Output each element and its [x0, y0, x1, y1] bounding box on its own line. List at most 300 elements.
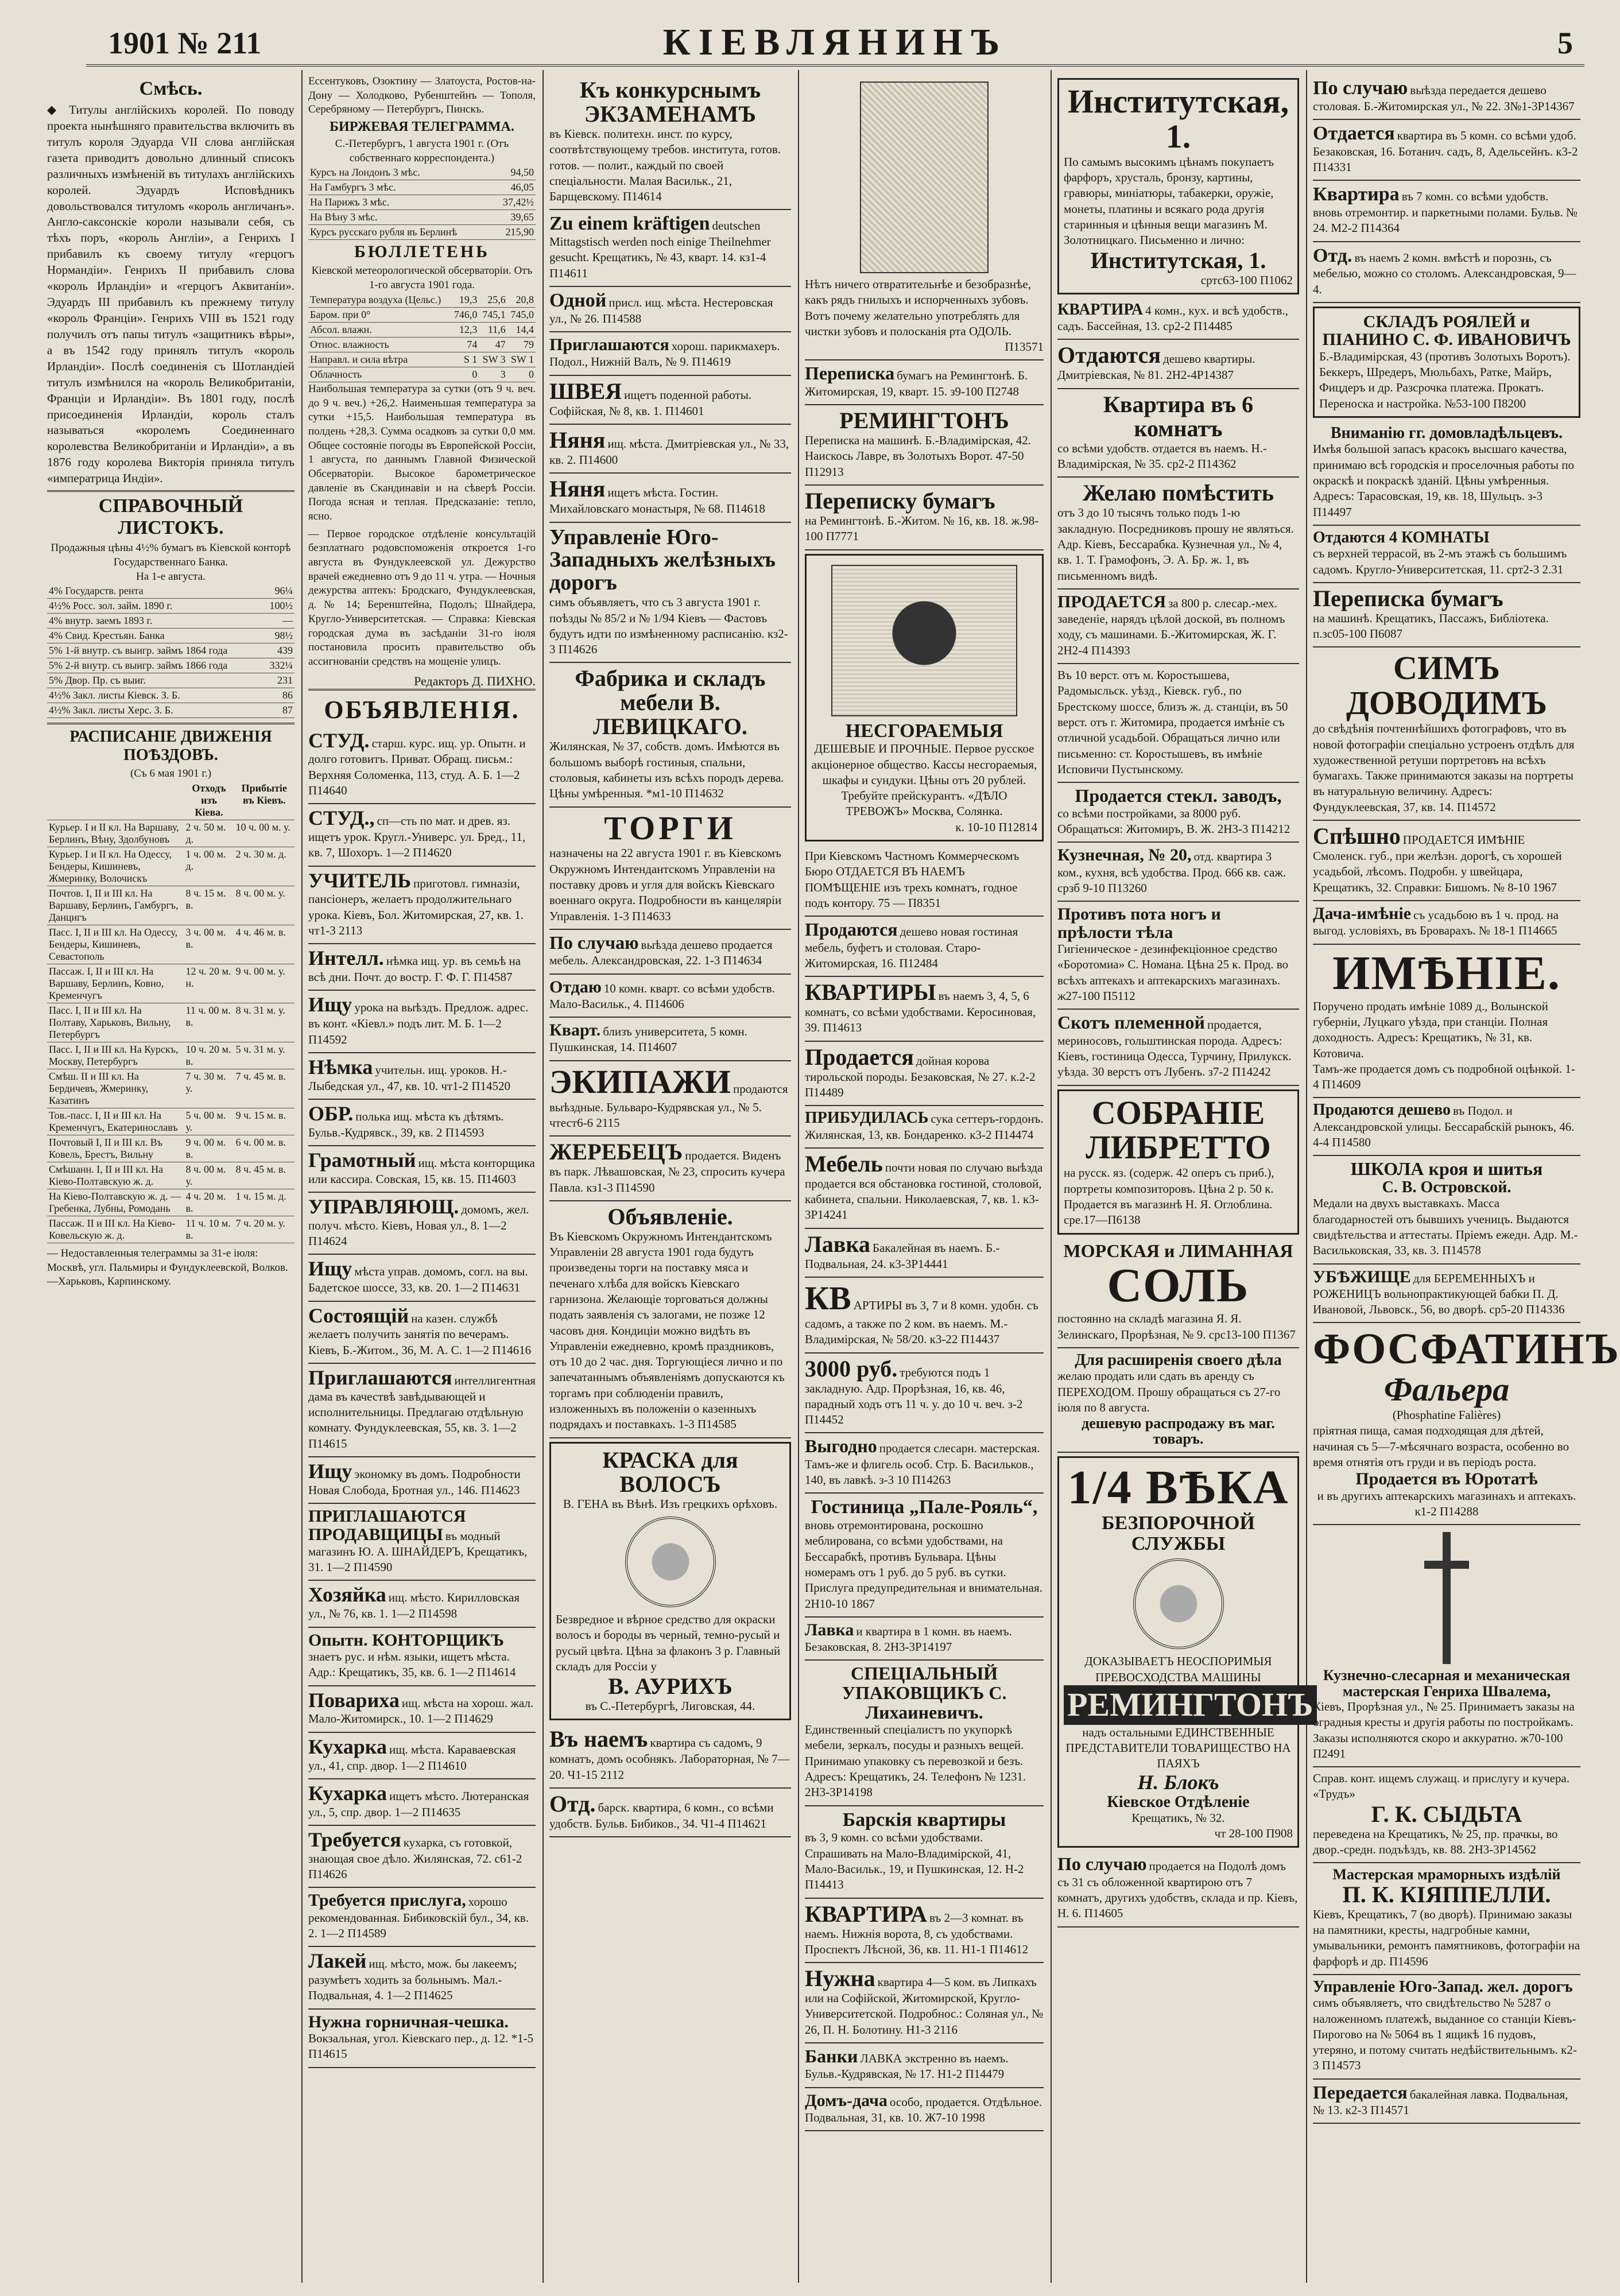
bond-name: 4½% Росс. зол. займ. 1890 г.	[47, 599, 263, 614]
ad-body: ищ. мѣсто. Кирилловская ул., № 76, кв. 1. 1—2 П14598	[308, 1591, 520, 1621]
train-name: Тов.-пасс. I, II и III кл. На Кременчугъ, Екатеринославъ	[47, 1108, 184, 1135]
article-titles: ◆ Титулы англійскихъ королей. По поводу проекта нынѣшняго правительства включить въ титулъ короля Эдуарда VII слова англійская газета приводитъ довольно длинный списокъ различныхъ измѣненій въ титулахъ англійскихъ королей. Эдуардъ Исповѣдникъ довольствовался титуломъ «король англичанъ». Англо-саксонскіе короли называли себя, съ тѣхъ поръ, «король Англіи», а Генрихъ I прибавилъ къ своему титулу «герцогъ Нормандіи». Генрихъ II прибавилъ слова «король Ирландіи» и «герцогъ Аквитаніи». Эдуардъ III прибавилъ къ прежнему титулу «король Франціи». Генрихъ VIII въ 1521 году получилъ отъ папы титулъ «защитникъ вѣры», а въ 1542 году принялъ титулъ «король Ирландіи». Послѣ соединенія съ Шотландіей титулъ измѣнился на «король Великобританіи, Франціи и Ирландіи». Въ 1801 году, послѣ присоединенія Ирландіи, король сталъ называться «королемъ Соединеннаго королевства Великобританіи и Ирландіи», а въ 1876 году королева Викторія приняла титулъ «императрица Индіи».	[47, 103, 294, 486]
ad-dining-room	[1313, 75, 1580, 120]
ad-lost-dog	[805, 1106, 1044, 1149]
ad-body: до свѣдѣнія почтеннѣйшихъ фотографовъ, что въ новой фотографіи спеціально устроенъ отдѣлъ для художественной ретуши портретовъ на всѣхъ бумагахъ. Также принимаются заказы на портреты въ натуральную величину. Адресъ: Фундуклеевская, 37, кв. 14. П14572	[1313, 722, 1575, 814]
ad-headline: Противъ пота ногъ и прѣлости тѣла	[1057, 905, 1221, 942]
ad-school-owner: С. В. Островской.	[1382, 1178, 1512, 1196]
ad-body: въ 2—3 комнат. въ наемъ. Нижнія ворота, 8, съ удобствами. Проспектъ Лѣсной, 36, кв. 11. Н1-1 П14612	[805, 1910, 1029, 1956]
ad-body: присл. ищ. мѣста. Нестеровская ул., № 26. П14588	[549, 296, 773, 325]
weather-value: 3	[479, 367, 507, 382]
train-arrival: 2 ч. 30 м. д.	[234, 847, 294, 886]
ad-subtitle: В. ГЕНА въ Вѣнѣ. Изъ грецкихъ орѣховъ.	[563, 1496, 778, 1511]
ad-body: квартира въ 5 комн. со всѣми удоб. Безаковская, 16. Ботанич. садъ, 8, Адельсейнъ. к3-2 П14331	[1313, 128, 1578, 174]
ad-body: назначены на 22 августа 1901 г. въ Кіевскомъ Окружномъ Интендантскомъ Управленіи на поставку дровъ и угля для войскъ Кіевскаго военнаго округа. Подробности въ канцеляріи Управленія. 1-3 П14633	[549, 846, 782, 923]
ad-nanny-2	[549, 474, 791, 522]
ad-footer: Продается въ Юротатѣ	[1355, 1469, 1538, 1489]
ad-headline: Кузнечно-слесарная и механическая мастерская Генриха Швалема,	[1323, 1667, 1571, 1700]
ad-apartment-3	[549, 1789, 791, 1837]
train-arrival: 7 ч. 45 м. в.	[234, 1069, 294, 1108]
ad-body: съ усадьбою въ 1 ч. прод. на выгод. условіяхъ, въ Броварахъ. № 18-1 П14665	[1313, 907, 1559, 938]
ad-apartments	[805, 977, 1044, 1042]
ad-body: со всѣми постройками, за 8000 руб. Обращаться: Житомиръ, В. Ж. 2Н3-3 П14212	[1057, 806, 1290, 836]
ad-body: въ наемъ 2 комн. вмѣстѣ и порознь, съ мебелью, можно со столомъ. Александровская, 9—4.	[1313, 250, 1576, 296]
ad-apartment-2	[549, 1018, 791, 1061]
ad-headline: СТУД.,	[308, 806, 375, 830]
ad-headline: Нужна	[805, 1965, 875, 1992]
ad-dacha	[805, 2088, 1044, 2132]
ad-body: Кіевъ, Прорѣзная ул., № 25. Принимаетъ заказы на оградныя кресты и другія работы по постройкамъ. Заказы исполняются скоро и аккуратно. ж70-100 П2491	[1313, 1700, 1575, 1760]
ad-brand-name: РЕМИНГТОНЪ	[1064, 1685, 1317, 1725]
train-arrival: 1 ч. 15 м. д.	[234, 1189, 294, 1216]
train-row	[47, 1042, 294, 1069]
train-name: Смѣш. II и III кл. На Бердичевъ, Жмеринку, Казатинъ	[47, 1069, 184, 1108]
ad-body: на машинѣ. Крещатикъ, Пассажъ, Библіотека. п.зс05-100 П6087	[1313, 611, 1549, 641]
section-title-ads: ОБЪЯВЛЕНІЯ.	[324, 695, 520, 724]
bond-row	[47, 584, 294, 599]
ad-headline: СОБРАНІЕ ЛИБРЕТТО	[1086, 1093, 1271, 1166]
classified-ad	[308, 1826, 536, 1888]
ad-body-2: переведена на Крещатикъ, № 25, пр. прачкы, во двор.-средн. подъѣздъ, кв. 88. 2Н3-3Р14562	[1313, 1826, 1558, 1857]
rate-name: На Гамбургъ 3 мѣс.	[308, 180, 493, 195]
ad-big-word: СОЛЬ	[1107, 1259, 1250, 1313]
bond-value: 231	[263, 673, 294, 688]
ad-headline: СПЕЦІАЛЬНЫЙ УПАКОВЩИКЪ С. Лихаиневичъ.	[842, 1663, 1007, 1723]
bond-name: 4% Государств. рента	[47, 584, 263, 599]
train-row	[47, 925, 294, 964]
ad-body: ищ. мѣста. Караваевская ул., 41, спр. двор. 1—2 П14610	[308, 1742, 516, 1773]
ad-address: Крещатикъ, № 32.	[1131, 1810, 1225, 1825]
ad-body: продаются выѣздные. Бульваро-Кудрявская ул., № 5. чтест6-6 2115	[549, 1081, 788, 1130]
ad-headline: Переписку бумагъ	[805, 487, 995, 514]
ad-headline: ПРОДАЕТСЯ	[1057, 592, 1166, 611]
ad-body: Справ. конт. ищемъ служащ. и прислугу и кучера. «Трудъ»	[1313, 1771, 1570, 1801]
ad-grocery-transfer	[1313, 2080, 1580, 2124]
bond-value: 98½	[263, 629, 294, 643]
classified-ad	[308, 1193, 536, 1255]
ad-metal-workshop	[1313, 1525, 1580, 1767]
ad-body: отд. квартира 3 ком., кухня, всѣ удобства. Прод. 666 кв. саж. срзб 9-10 П13260	[1057, 850, 1286, 895]
ad-workshop-sale	[1057, 589, 1299, 664]
classified-ad	[308, 727, 536, 805]
ad-apartment	[549, 975, 791, 1018]
train-name: Пассаж. II и III кл. На Кіево-Ковельскую ж. д.	[47, 1216, 184, 1243]
ad-body: барск. квартира, 6 комн., со всѣми удобств. Бульв. Бибиков., 34. Ч1-4 П14621	[549, 1801, 774, 1831]
ad-headline: СИМЪ ДОВОДИМЪ	[1346, 649, 1548, 722]
ad-headline: Объявленіе.	[607, 1203, 733, 1230]
ad-barber	[549, 332, 791, 376]
weather-row	[308, 367, 536, 382]
weather-value: 746,0	[451, 307, 479, 322]
ad-body: симъ объявляетъ, что свидѣтельство № 5287 о наложенномъ платежѣ, выданное со станціи Кіевъ-Пирогово на № 5064 въ 1 ящикѣ 16 пудовъ, утеряно, и потому считать недѣйствительнымъ. к2-3 П14573	[1313, 1996, 1577, 2073]
ad-body: 10 комн. кварт. со всѣми удобств. Мало-Васильк., 4. П14606	[549, 981, 775, 1011]
ad-headline: Переписка	[805, 363, 895, 384]
weather-value: 20,8	[507, 293, 536, 308]
ad-body: квартира 4—5 ком. въ Липкахъ или на Софійской, Житомирской, Кругло-Университетской. Подробнос.: Соляная ул., № 26, П. Н. Болотину. Н1-3 2116	[805, 1975, 1044, 2037]
train-departure: 2 ч. 50 м. д.	[184, 820, 234, 847]
train-departure: 9 ч. 00 м. в.	[184, 1135, 234, 1162]
rooster-trademark-illustration	[831, 565, 1017, 716]
classified-ad	[308, 1628, 536, 1686]
rate-row	[308, 180, 536, 195]
ad-body: Переписка на машинѣ. Б.-Владимірская, 42. Наискось Лавре, въ Золотыхъ Ворот. 47-50 П12913	[805, 433, 1031, 479]
ad-fireproof-safes	[805, 554, 1044, 841]
classified-ad	[308, 991, 536, 1053]
ad-headline: Приглашаются	[549, 335, 669, 355]
ad-maid	[549, 287, 791, 332]
ad-body: АРТИРЫ въ 3, 7 и 8 комн. удобн. съ садомъ, а также по 2 ком. въ наемъ. М.-Владимірская, № 58/20. к3-22 П14437	[805, 1298, 1038, 1347]
ad-body: дешево новая гостиная мебель, буфетъ и столовая. Старо-Житомирская, 16. П12484	[805, 925, 1018, 970]
ad-antiperspirant	[1057, 902, 1299, 1010]
ad-body: экономку въ домъ. Подробности Новая Слобода, Бротная ул., 146. П14623	[308, 1467, 521, 1497]
ad-headline: Приглашаются	[308, 1366, 452, 1389]
ad-piano-store	[1313, 307, 1580, 418]
bond-name: 5% 1-й внутр. съ выигр. займъ 1864 года	[47, 643, 263, 658]
ad-headline: Опытн. КОНТОРЩИКЪ	[308, 1630, 505, 1650]
ad-body: сп—сть по мат. и древ. яз. ищетъ урок. Кругл.-Универс. ул. Бред., 11, кв. 7, Шохоръ. 1—2 П14620	[308, 814, 526, 860]
ad-code: сртс63-100 П1062	[1200, 273, 1293, 287]
ad-body: учительн. ищ. уроков. Н.-Лыбедская ул., 47, кв. 10. чт1-2 П14520	[308, 1062, 510, 1093]
classified-ads-list	[308, 727, 536, 2068]
ad-grocery-shop	[805, 1229, 1044, 1278]
train-arrival: 7 ч. 20 м. у.	[234, 1216, 294, 1243]
ad-odol	[805, 75, 1044, 360]
ad-headline: Лакей	[308, 1949, 367, 1973]
ad-headline: Лавка	[805, 1620, 854, 1639]
trains-head-departure: Отходъ изъ Кіева.	[184, 781, 234, 820]
ad-headline: Квартира	[1313, 184, 1400, 205]
ad-body: въ Подол. и Александровской улицы. Бессарабскій рынокъ, 46. 4-4 П14580	[1313, 1104, 1575, 1150]
ad-headline: Одной	[549, 290, 607, 312]
rate-name: На Парижъ 3 мѣс.	[308, 195, 493, 210]
ad-body: продается, мериносовъ, гольштинская порода. Адресъ: Кіевъ, гостиница Одесса, Турчину, Прилукск. уѣзда. 30 верстъ отъ Лубенъ. з7-2 П14242	[1057, 1018, 1292, 1079]
ad-headline: СТУД.	[308, 728, 370, 752]
ad-body: требуются подъ 1 закладную. Адр. Прорѣзная, 16, кв. 46, парадный ходъ отъ 11 ч. у. до 10 ч. веч. з-2 П14452	[805, 1365, 1023, 1427]
ad-carriages	[549, 1061, 791, 1137]
ad-body: въ 7 комн. со всѣми удобств. вновь отремонтир. и паркетными полами. Бульв. № 24. М2-2 П14364	[1313, 189, 1578, 235]
ad-headline: Требуется прислуга,	[308, 1891, 466, 1910]
train-arrival: 10 ч. 00 м. у.	[234, 820, 294, 847]
ad-business-expansion	[1057, 1348, 1299, 1453]
ad-headline: Фабрика и складъ мебели В. ЛЕВИЦКАГО.	[575, 665, 766, 740]
ad-body: и квартира в 1 комн. въ наемъ. Безаковская, 8. 2Н3-3Р14197	[805, 1624, 1012, 1654]
ad-apartment-6	[1057, 389, 1299, 478]
rate-value: 94,50	[493, 165, 536, 180]
ad-headline: Институтская, 1.	[1067, 83, 1289, 155]
ad-body: 4 комн., кух. и всѣ удобств., садъ. Бассейная, 13. ср2-2 П14485	[1057, 303, 1288, 333]
ad-headline: Домъ-дача	[805, 2091, 887, 2110]
ad-furniture-cheap	[805, 917, 1044, 977]
weather-value: 79	[507, 337, 536, 352]
ad-headline: Барскія квартиры	[842, 1809, 1006, 1830]
ad-body: со всѣми удобств. отдается въ наемъ. Н.-Владимірская, № 35. ср2-2 П14362	[1057, 441, 1267, 471]
trains-head-arrival: Прибытіе въ Кіевъ.	[234, 781, 294, 820]
train-arrival: 9 ч. 15 м. в.	[234, 1108, 294, 1135]
ad-photo-retouch	[1313, 647, 1580, 821]
train-row	[47, 847, 294, 886]
weather-value: 0	[451, 367, 479, 382]
ad-headline: Ищу	[308, 1459, 352, 1483]
ad-headline: Zu einem kräftigen	[549, 213, 710, 235]
ad-headline: Кухарка	[308, 1781, 387, 1805]
ad-headline: ШВЕЯ	[549, 378, 622, 404]
ad-employment-office	[1313, 1767, 1580, 1863]
ad-headline: ПРИБУДИЛАСЬ	[805, 1109, 929, 1127]
ad-body: ищетъ мѣста. Гостин. Михайловскаго монастыря, № 68. П14618	[549, 486, 765, 516]
weather-row	[308, 293, 536, 308]
weather-value: 14,4	[507, 322, 536, 337]
train-arrival: 6 ч. 00 м. в.	[234, 1135, 294, 1162]
ad-cheap-sale	[1313, 1098, 1580, 1156]
train-name: Пасс. I, II и III кл. На Одессу, Бендеры, Кишиневъ, Севастополь	[47, 925, 184, 964]
train-row	[47, 1162, 294, 1189]
ad-headline: Передается	[1313, 2081, 1408, 2103]
ad-body: знаетъ рус. и нѣм. языки, ищетъ мѣста. Адр.: Крещатикъ, 35, кв. 6. 1—2 П14614	[308, 1650, 516, 1680]
ad-body: Вокзальная, угол. Кіевскаго пер., д. 12. *1-5 П14615	[308, 2031, 534, 2061]
rate-name: На Вѣну 3 мѣс.	[308, 210, 493, 225]
ad-owner-name: П. К. КІЯППЕЛЛИ.	[1342, 1881, 1551, 1907]
ad-body: Въ Кіевскомъ Окружномъ Интендантскомъ Управленіи 28 августа 1901 года будутъ произведены торги на поставку мяса и печенаго хлѣба для войскъ Кіевскаго гарнизона. Желающіе торговаться должны подать заявленія съ залогами, не позже 12 часовъ дня. Кондиціи можно видѣть въ Управленіи ежедневно, кромѣ праздниковъ, отъ 10 до 2 час. дня. Торгующіеся лично и по запечатаннымъ объявленіямъ допускаются къ торгамъ при соблюденіи правилъ, изложенныхъ въ положеніи о казенныхъ подрядахъ и поставкахъ. 1-3 П14585	[549, 1229, 785, 1432]
classified-ad	[308, 1100, 536, 1146]
ad-headline: Отд.	[549, 1791, 596, 1817]
ad-office-rent	[805, 845, 1044, 917]
ad-body: вновь отремонтирована, роскошно меблирована, со всѣми удобствами, на Бессарабкѣ, противъ Бульвара. Цѣны номерамъ отъ 1 руб. до 5 руб. въ сутки. Прислуга предупредительная и внимательная. 2Н10-10 1867	[805, 1518, 1042, 1611]
ad-body: пріятная пища, самая подходящая для дѣтей, начиная съ 5—7-мѣсячнаго возраста, особенно во время отнятія отъ груди и въ періодъ роста.	[1313, 1424, 1569, 1469]
ad-apartment-7	[1313, 181, 1580, 242]
ad-headline: Состоящій	[308, 1304, 409, 1327]
ad-cow	[805, 1042, 1044, 1107]
column-2	[301, 70, 542, 2283]
train-departure: 1 ч. 00 м. д.	[184, 847, 234, 886]
weather-param: Температура воздуха (Цельс.)	[308, 293, 451, 308]
ad-exams	[549, 75, 791, 210]
ad-estate	[1057, 664, 1299, 783]
ad-loan	[805, 1353, 1044, 1434]
bond-rates-table	[47, 584, 294, 718]
ad-hotel	[805, 1494, 1044, 1617]
ad-headline: ФОСФАТИНЪ	[1313, 1325, 1620, 1374]
ad-headline: КВАРТИРА	[1057, 300, 1144, 319]
weather-value: 11,6	[479, 322, 507, 337]
rate-row	[308, 225, 536, 240]
ad-body: Единственный спеціалистъ по укупоркѣ мебели, зеркалъ, посуды и разныхъ вещей. Принимаю упаковку съ перевозкой и безъ. Адресъ: Крещатикъ, 24. Телефонъ № 1231. 2Н3-3Р14198	[805, 1723, 1026, 1799]
classified-ad	[308, 1581, 536, 1627]
header-rule	[86, 64, 1584, 67]
ad-headline: КВ	[805, 1279, 851, 1317]
weather-value: 74	[451, 337, 479, 352]
ad-headline: УЧИТЕЛЬ	[308, 868, 412, 892]
hair-dye-bottle-illustration	[625, 1517, 716, 1607]
ad-headline: Скотъ племенной	[1057, 1012, 1205, 1033]
ad-code: чт 28-100 П908	[1214, 1826, 1293, 1841]
weather-report: Наибольшая температура за сутки (отъ 9 ч. веч. до 9 ч. веч.) +26,2. Наименьшая температура за сутки +15,5. Наибольшая температура въ полдень +28,3. Сумма осадковъ за сутки 0,0 мм. Общее состояніе погоды въ Европейской Россіи, 1 августа, по даннымъ Главной Физической Обсерваторіи. Высокое барометрическое давленіе въ Скандинавіи и на сѣверѣ Россіи. Погода ясная и теплая. Предсказаніе: тепло, ясно.	[308, 382, 536, 522]
ad-headline: Вниманію гг. домовладѣльцевъ.	[1330, 424, 1563, 443]
exchange-rates-table	[308, 165, 536, 240]
bond-row	[47, 643, 294, 658]
train-departure: 7 ч. 30 м. у.	[184, 1069, 234, 1108]
bank-rates-subtitle: Продажныя цѣны 4½% бумагъ въ Кіевской конторѣ Государственнаго Банка.	[51, 542, 291, 568]
train-name: Почтов. I, II и III кл. На Варшаву, Берлинъ, Гамбургъ, Данцигъ	[47, 886, 184, 925]
ad-footer: дешевую распродажу въ маг. товаръ.	[1082, 1415, 1275, 1448]
ad-headline: МОРСКАЯ и ЛИМАННАЯ	[1063, 1240, 1293, 1261]
ad-latin-name: (Phosphatine Falières)	[1392, 1408, 1501, 1422]
ad-body: кухарка, съ готовкой, знающая свое дѣло. Жилянская, 72. с61-2 П14626	[308, 1835, 522, 1881]
bond-row	[47, 614, 294, 629]
ad-headline: Переписка бумагъ	[1313, 585, 1503, 611]
rate-value: 37,42½	[493, 195, 536, 210]
ad-body: Въ 10 верст. отъ м. Коростышева, Радомысльск. уѣзд., Кіевск. губ., по Брестскому шоссе, близъ ж. д. станціи, въ 50 верст. отъ г. Житомира, продается имѣніе съ отличной усадьбой. Обращаться лично или письменно: ст. Коростышевъ, въ имѣніе Исповичи Пустынскому.	[1057, 668, 1288, 776]
ad-headline: Требуется	[308, 1828, 401, 1851]
bond-row	[47, 599, 294, 614]
ad-body: По самымъ высокимъ цѣнамъ покупаетъ фарфоръ, хрусталь, бронзу, картины, гравюры, миніатюры, табакерки, оружіе, монеты, платины и всякаго рода другія старинныя и цѣнныя вещи магазинъ М. Золотницкаго. Письменно и лично:	[1064, 154, 1274, 247]
ad-railway-notice	[549, 523, 791, 664]
column-5	[1051, 70, 1313, 2283]
ad-seamstress	[549, 376, 791, 425]
weather-value: SW 1	[507, 352, 536, 367]
telegram-note: — Недоставленныя телеграммы за 31-е іюля: Москвѣ, угл. Пальмиры и Фундуклеевской, Волков.—Харьковъ, Карпинскому.	[47, 1247, 288, 1288]
birzha-subtitle: С.-Петербургъ, 1 августа 1901 г. (Отъ собственнаго корреспондента.)	[335, 138, 509, 164]
classified-ad	[308, 1947, 536, 2009]
ad-headline: Интелл.	[308, 947, 384, 970]
ad-estate-urgent	[1313, 821, 1580, 901]
bond-row	[47, 688, 294, 703]
ad-headline: Дача-имѣніе	[1313, 903, 1412, 923]
ad-apartment-small	[805, 1899, 1044, 1964]
ad-body: симъ объявляетъ, что съ 3 августа 1901 г. поѣзды № 85/2 и № 1/94 Кіевъ — Фастовъ будутъ идти по измѣненному расписанію. кз2-3 П14626	[549, 595, 788, 657]
ad-body: выѣзда передается дешево столовая. Б.-Житомирская ул., № 22. З№1-3Р14367	[1313, 83, 1575, 113]
ad-body: дойная корова тирольской породы. Безаковская, № 27. к.2-2 П14489	[805, 1053, 1036, 1099]
ad-dealer-address: въ С.-Петербургѣ, Лиговская, 44.	[585, 1699, 755, 1713]
column-4	[798, 70, 1051, 2283]
ad-headline: ЖЕРЕБЕЦЪ	[549, 1139, 683, 1165]
bond-value: 86	[263, 688, 294, 703]
ad-headline: КВАРТИРЫ	[805, 979, 936, 1006]
ad-body: хорош. парикмахеръ. Подол., Нижній Валъ, № 9. П14619	[549, 339, 780, 369]
ad-body: домомъ, жел. получ. мѣсто. Кіевъ, Новая ул., 8. 1—2 П14624	[308, 1203, 529, 1248]
train-name: Пасс. I, II и III кл. На Полтаву, Харьковъ, Вильну, Петербургъ	[47, 1003, 184, 1042]
train-name: Пассаж. I, II и III кл. На Варшаву, Берлинъ, Ковно, Кременчугъ	[47, 964, 184, 1003]
ad-body: бакалейная лавка. Подвальная, № 13. к2-3 П14571	[1313, 2087, 1568, 2117]
bond-name: 5% 2-й внутр. съ выигр. займъ 1866 года	[47, 658, 263, 673]
train-row	[47, 1108, 294, 1135]
ad-headline: Продается стекл. заводъ,	[1075, 785, 1282, 806]
train-row	[47, 1135, 294, 1162]
rate-name: Курсъ на Лондонъ 3 мѣс.	[308, 165, 493, 180]
ad-headline: По случаю	[1057, 1853, 1147, 1875]
ad-headline: Къ конкурснымъ ЭКЗАМЕНАМЪ	[579, 77, 761, 127]
weather-value: S 1	[451, 352, 479, 367]
ad-remington-typing	[805, 405, 1044, 486]
weather-row	[308, 307, 536, 322]
bond-value: 439	[263, 643, 294, 658]
weather-row	[308, 322, 536, 337]
ad-headline: 1/4 ВѢКА	[1067, 1460, 1289, 1514]
bond-row	[47, 673, 294, 688]
ad-body-2: Тамъ-же продается домъ съ подробной оцѣнкой. 1-4 П14609	[1313, 1061, 1575, 1092]
ad-body: Бакалейная въ наемъ. Б.-Подвальная, 24. к3-3Р14441	[805, 1240, 1000, 1271]
ad-headline: Отд.	[1313, 245, 1352, 266]
ad-shop-rent	[805, 1618, 1044, 1661]
ad-salt	[1057, 1238, 1299, 1348]
column-6	[1306, 70, 1620, 2283]
ad-body: выѣзда дешево продается мебель. Александровская, 22. 1-3 П14634	[549, 937, 773, 968]
ad-body: При Кіевскомъ Частномъ Коммерческомъ Бюро ОТДАЕТСЯ ВЪ НАЕМЪ ПОМѢЩЕНІЕ изъ трехъ комнатъ, годное подъ контору. 75 — П8351	[805, 849, 1020, 910]
ad-four-rooms	[1313, 526, 1580, 583]
train-name: Смѣшанн. I, II и III кл. На Кіево-Полтавскую ж. д.	[47, 1162, 184, 1189]
ad-headline: Спѣшно	[1313, 823, 1401, 850]
train-row	[47, 820, 294, 847]
ad-livestock	[1057, 1010, 1299, 1085]
ad-nanny	[549, 425, 791, 474]
ad-body: урока на выѣздъ. Предлож. адрес. въ конт. «Кіевл.» подъ лит. М. Б. 1—2 П14592	[308, 1000, 529, 1046]
ad-headline: Продаются дешево	[1313, 1101, 1451, 1119]
train-name: Курьер. I и II кл. На Одессу, Бендеры, Кишиневъ, Жмеринку, Волочискъ	[47, 847, 184, 886]
ad-sewing-school	[1313, 1156, 1580, 1264]
train-departure: 8 ч. 00 м. у.	[184, 1162, 234, 1189]
ad-body: Гигіеническое - дезинфекціонное средство «Боротомиа» С. Номана. Цѣна 25 к. Прод. во всѣхъ аптекахъ и аптекарскихъ магазинахъ. ж27-100 П5112	[1057, 942, 1289, 1003]
trains-subtitle: (Съ 6 мая 1901 г.)	[130, 767, 212, 780]
weather-value: 19,3	[451, 293, 479, 308]
ad-kuznechnaya	[1057, 843, 1299, 902]
section-title-spravochny: СПРАВОЧНЫЙ ЛИСТОКЪ.	[47, 490, 294, 539]
ad-antiques	[1057, 78, 1299, 294]
ad-headline: Отдаются	[1057, 342, 1161, 369]
classified-ad	[308, 1686, 536, 1733]
column-1	[40, 70, 301, 2283]
weather-table	[308, 293, 536, 382]
ad-body: продается. Виденъ въ парк. Лѣвашовская, № 23, спросить кучера Павла. кз1-3 П14590	[549, 1149, 785, 1194]
ad-body: приготовл. гимназіи, пансіонеръ, желаетъ продолжительнаго урока. Кіевъ, Бол. Житомирская, 27, кв. 1. чт1-3 2113	[308, 876, 524, 938]
ad-marble-workshop	[1313, 1863, 1580, 1975]
weather-param: Облачность	[308, 367, 451, 382]
ad-headline: Гостиница „Пале-Рояль“,	[811, 1496, 1038, 1518]
ad-house-rent	[549, 1724, 791, 1789]
ad-headline: Ищу	[308, 1257, 352, 1281]
ad-body: Имѣя большой запасъ красокъ высшаго качества, принимаю всѣ городскія и проселочныя работы по окраскѣ и покраскѣ зданій. Цѣны умѣренныя. Адресъ: Тарасовская, 19, кв. 18, Шульцъ. з-3 П14497	[1313, 442, 1574, 519]
ad-phosphatine	[1313, 1323, 1620, 1525]
city-news: — Первое городское отдѣленіе консультацій безплатнаго родовспоможенія откроется 1-го августа въ Фундуклеевской ул. Дежурство врачей ежедневно отъ 9 до 11 ч. утра. — Ночныя дежурства аптекъ: Бродскаго, Фундуклеевская, д. № 14; Беренштейна, Подолъ; Шнайдера, Кругло-Университетская. — Справка: Кіевская городская дума въ засѣданіи 31-го іюля постановила просить правительство объ ассигнованіи средствъ на мощеніе улицъ.	[308, 528, 536, 668]
train-name: Курьер. I и II кл. На Варшаву, Берлинъ, Вѣну, Здолбуновъ	[47, 820, 184, 847]
ad-headline: НЕСГОРАЕМЫЯ	[845, 720, 1003, 742]
ad-code: П13571	[1005, 340, 1044, 354]
weather-value: 25,6	[479, 293, 507, 308]
bond-name: 4½% Закл. листы Херс. З. Б.	[47, 703, 263, 718]
ad-mittagstisch	[549, 210, 791, 287]
ad-headline: Продаются	[805, 919, 898, 940]
train-departure: 5 ч. 00 м. у.	[184, 1108, 234, 1135]
ad-body: за 800 р. слесар.-мех. заведеніе, нарядъ цѣлой доской, въ полномъ ходу, съ машинами. Б.-Житомирская, Ж. Г. 2Н2-4 П14393	[1057, 596, 1285, 657]
ad-body: Кіевъ, Крещатикъ, 7 (во дворѣ). Принимаю заказы на памятники, кресты, надгробные камни, умывальники, ремонтъ памятниковъ, фотографіи на фарфорѣ и др. П14596	[1313, 1907, 1580, 1968]
ad-body: ищ. мѣста на хорош. жал. Мало-Житомирск., 10. 1—2 П14629	[308, 1696, 534, 1726]
classified-ad	[308, 1364, 536, 1457]
issue-date-number: 1901 № 211	[108, 26, 262, 60]
ad-body: Нѣтъ ничего отвратительнѣе и безобразнѣе, какъ рядъ гнилыхъ и испорченныхъ зубовъ. Вотъ почему желательно употреблять для чистки зубовъ и полосканія рта ОДОЛЬ.	[805, 277, 1031, 338]
ad-body: на русск. яз. (содерж. 42 оперъ съ приб.), портреты композиторовъ. Цѣна 2 р. 50 к. Продается въ магазинѣ Н. Я. Оглоблина. сре.17—П6138	[1064, 1166, 1274, 1227]
ad-headline: По случаю	[1313, 77, 1408, 99]
weather-value: 745,0	[507, 307, 536, 322]
bond-value: 87	[263, 703, 294, 718]
page-header	[86, 17, 1584, 68]
train-row	[47, 886, 294, 925]
ad-body: въ модный магазинъ Ю. А. ШНАЙДЕРЪ, Крещатикъ, 31. 1—2 П14590	[308, 1529, 528, 1574]
train-row	[47, 1069, 294, 1108]
train-arrival: 8 ч. 45 м. в.	[234, 1162, 294, 1189]
ad-headline: Нужна горничная-чешка.	[308, 2012, 509, 2031]
classified-ad	[308, 2010, 536, 2068]
weather-param: Абсол. влажн.	[308, 322, 451, 337]
ad-headline: ШКОЛА кроя и шитья	[1350, 1158, 1543, 1180]
bond-value: 96¼	[263, 584, 294, 599]
